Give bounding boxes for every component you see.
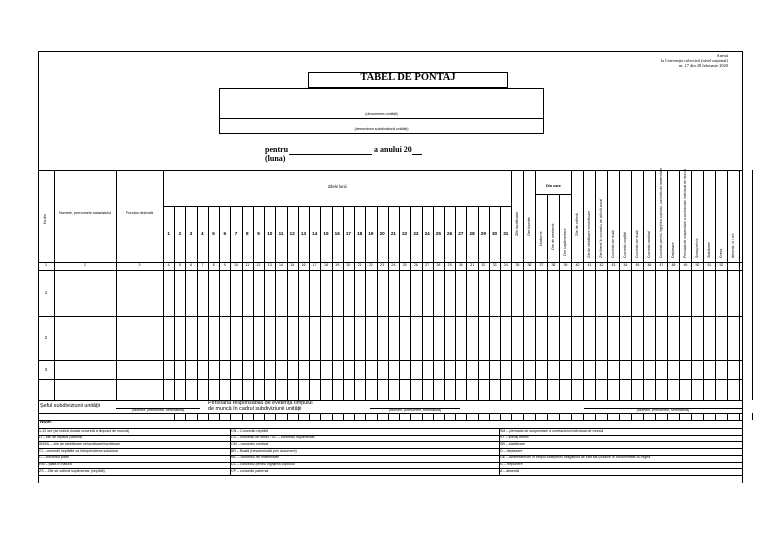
header-right-col-11: Stabilizare [706, 242, 711, 258]
header-night: Nocturne [538, 231, 543, 246]
column-number-42: 42 [599, 263, 604, 267]
signature-tick-33 [500, 413, 501, 420]
column-line-37 [547, 194, 548, 400]
column-number-12: 12 [256, 263, 261, 267]
page-title: TABEL DE PONTAJ [360, 72, 456, 83]
day-number-24: 24 [424, 231, 430, 236]
signature-tick-11 [253, 413, 254, 420]
column-line-46 [655, 170, 656, 400]
annex-line-1: Anexă [716, 53, 728, 58]
column-line-40 [583, 170, 584, 400]
day-number-18: 18 [357, 231, 363, 236]
chief-caption: (Numele, prenumele, semnătura) [131, 408, 185, 412]
day-number-26: 26 [447, 231, 453, 236]
signature-tick-23 [388, 413, 389, 420]
signature-tick-30 [466, 413, 467, 420]
column-number-22: 22 [368, 263, 373, 267]
notes-col2-item-7: CP – concediu paternal [231, 468, 269, 473]
column-line-43 [619, 170, 620, 400]
header-right-col-12: Greva [718, 248, 723, 258]
column-number-3: 3 [138, 263, 141, 267]
unit-divider [219, 118, 544, 119]
day-number-25: 25 [435, 231, 441, 236]
header-right-col-5: Concediu de studii [634, 230, 639, 258]
header-right-col-1: Zile de sărbătoare nelucrătoare [586, 210, 591, 258]
header-weekend: Ore de weekend [550, 223, 555, 250]
column-line-42 [607, 170, 608, 400]
column-number-31: 31 [470, 263, 475, 267]
day-number-17: 17 [345, 231, 351, 236]
column-number-16: 16 [301, 263, 306, 267]
responsible-caption: (Numele, prenumele, semnătura) [388, 408, 442, 412]
column-number-9: 9 [223, 263, 226, 267]
notes-title: Note: [40, 420, 53, 425]
responsible-label-2: de muncă în cadrul subdiviziunii unității [208, 406, 302, 412]
column-number-15: 15 [290, 263, 295, 267]
day-number-1: 1 [167, 231, 170, 236]
signature-tick-45 [643, 413, 644, 420]
column-line-50 [703, 170, 704, 400]
annex-line-2: la Convenția colectivă (nivel național) [660, 58, 728, 63]
column-number-2: 2 [84, 263, 86, 267]
header-right-col-3: Concediu de studii [610, 230, 615, 258]
column-number-7: 7 [201, 263, 204, 267]
signature-tick-40 [583, 413, 584, 420]
header-right-col-6: Concediu medical [646, 231, 651, 258]
column-number-45: 45 [635, 263, 640, 267]
signature-tick-41 [595, 413, 596, 420]
row-number-3: 3 [44, 366, 48, 372]
column-line-36 [535, 170, 536, 400]
signature-tick-34 [511, 413, 512, 420]
header-right-col-9: Perioada de suspendare a contractului individual de muncă [682, 169, 687, 258]
notes-col2-item-4: BR – Boală (nesubmisată prin document) [231, 448, 297, 453]
column-number-50: 50 [695, 263, 700, 267]
signature-tick-49 [691, 413, 692, 420]
column-number-27: 27 [425, 263, 430, 267]
notes-col2-item-1: CN – Concediu neplătit [231, 428, 268, 433]
signature-tick-39 [571, 413, 572, 420]
notes-col1-item-1: 1-12 ore (se indică durata concretă a timpului de muncă) [39, 428, 130, 433]
row-number-2: 2 [44, 335, 48, 340]
day-number-5: 5 [212, 231, 215, 236]
signature-tick-7 [208, 413, 209, 420]
column-number-19: 19 [335, 263, 340, 267]
column-number-1: 1 [45, 263, 47, 267]
column-line-41 [595, 170, 596, 400]
day-number-19: 19 [368, 231, 374, 236]
column-line-52 [727, 170, 728, 400]
day-number-15: 15 [323, 231, 329, 236]
row-line-2 [38, 360, 742, 361]
column-number-13: 13 [267, 263, 272, 267]
notes-col3-item-7: A – absență [500, 468, 519, 473]
notes-col1-item-5: C – concediu plătit [39, 455, 69, 460]
column-number-36: 36 [527, 263, 532, 267]
signature-tick-53 [739, 413, 740, 420]
column-number-4: 4 [167, 263, 170, 267]
day-number-9: 9 [257, 231, 260, 236]
notes-col3-item-5: GE – Absentare/cei în timpul îndeplinirii obligațiilor de stat sau publice în conformitate cu legea [500, 455, 651, 460]
column-line-0 [38, 170, 39, 400]
notes-col3-line-2 [499, 441, 742, 442]
day-number-28: 28 [469, 231, 475, 236]
notes-col3-item-1: SM – perioada de suspendare a contractului individual de muncă [500, 428, 604, 433]
column-line-53 [739, 170, 740, 400]
notes-col2-line-6 [230, 468, 499, 469]
signature-bottom-line [38, 413, 742, 414]
days-header-divider [163, 206, 511, 207]
header-right-col-10: Șomaj tehnic [694, 238, 699, 258]
signature-tick-31 [478, 413, 479, 420]
subdivision-caption: (denumirea subdiviziunii unității) [354, 127, 409, 131]
notes-top-line [38, 420, 742, 421]
header-overtime: Ore suplimentare [562, 228, 567, 256]
column-number-33: 33 [492, 263, 497, 267]
signature-tick-21 [365, 413, 366, 420]
column-line-2 [116, 170, 117, 400]
column-number-25: 25 [402, 263, 407, 267]
page-border-top [38, 51, 742, 52]
day-number-14: 14 [312, 231, 318, 236]
unit-caption: (denumirea unității) [365, 112, 398, 116]
signature-tick-25 [410, 413, 411, 420]
third-caption: (Numele, prenumele, semnătura) [636, 408, 690, 412]
notes-col1-item-4: CI – concedii neplătite ca întreprinderea solutuina [39, 448, 118, 453]
grid-line-v [742, 428, 743, 475]
signature-tick-42 [607, 413, 608, 420]
signature-tick-50 [703, 413, 704, 420]
signature-tick-47 [667, 413, 668, 420]
header-right-col-13: Absențe, ct i ore [730, 233, 735, 258]
signature-tick-46 [655, 413, 656, 420]
column-number-14: 14 [279, 263, 283, 267]
column-line-34 [511, 170, 512, 400]
signature-tick-36 [535, 413, 536, 420]
chief-label: Șeful subdiviziunii unității [40, 403, 100, 409]
column-number-24: 24 [391, 263, 396, 267]
signature-tick-15 [298, 413, 299, 420]
signature-tick-52 [727, 413, 728, 420]
day-number-13: 13 [300, 231, 307, 236]
signature-tick-24 [399, 413, 400, 420]
signature-tick-6 [197, 413, 198, 420]
notes-col2-item-3: CM – concediu medical [231, 442, 269, 446]
signature-tick-29 [455, 413, 456, 420]
signature-tick-27 [433, 413, 434, 420]
column-number-32: 32 [481, 263, 486, 267]
notes-col1-item-7: ZS – Zile de odihnă suplimentar (neplătit) [39, 468, 105, 473]
notes-col1-item-2: O – zile de repaus (odihnă) [39, 435, 83, 440]
day-number-3: 3 [189, 231, 193, 236]
column-number-26: 26 [413, 263, 418, 267]
header-nr: Nr.d/o [43, 213, 48, 224]
column-number-23: 23 [380, 263, 385, 267]
annex-line-3: nr. 17 din 28 februarie 2020 [678, 63, 728, 68]
column-number-20: 20 [346, 263, 351, 267]
signature-tick-9 [230, 413, 231, 420]
day-number-10: 10 [267, 231, 273, 236]
header-right-col-8: Deplasare [670, 242, 675, 258]
column-number-40: 40 [575, 263, 580, 267]
notes-col3-item-6: G – Repunere [500, 462, 523, 467]
day-number-30: 30 [492, 231, 498, 236]
notes-col2-line-7 [230, 475, 499, 476]
signature-tick-13 [275, 413, 276, 420]
column-number-17: 17 [312, 263, 317, 267]
header-name: Numele, prenumele salariatului [58, 211, 112, 215]
column-number-38: 38 [551, 263, 556, 267]
day-number-7: 7 [234, 231, 238, 236]
signature-tick-12 [264, 413, 265, 420]
column-number-29: 29 [447, 263, 452, 267]
day-number-4: 4 [201, 231, 204, 236]
responsible-label-1: Persoana responsabilă de evidența timpului [208, 400, 313, 406]
column-line-44 [631, 170, 632, 400]
day-number-20: 20 [379, 231, 385, 236]
notes-col3-line-6 [499, 468, 742, 469]
column-number-5: 5 [178, 263, 181, 267]
signature-tick-54 [752, 413, 753, 420]
notes-col3-line-5 [499, 462, 742, 463]
signature-tick-10 [242, 413, 243, 420]
row-line-1 [38, 316, 742, 317]
column-number-11: 11 [245, 263, 250, 267]
column-number-49: 49 [683, 263, 688, 267]
header-right-col-4: Concediu neplătit [622, 231, 627, 258]
column-line-1 [54, 170, 55, 400]
header-right-col-7: Concediu pentru îngrijirea copilului, concediu de maternitate [658, 167, 663, 258]
column-number-37: 37 [539, 263, 544, 267]
column-number-39: 39 [563, 263, 568, 267]
signature-tick-28 [444, 413, 445, 420]
day-number-23: 23 [413, 231, 419, 236]
notes-col2-item-6: CC – concediu pentru îngrijirea copilului [231, 462, 295, 467]
column-number-6: 6 [190, 263, 193, 267]
notes-col3-item-2: ST – șomaj tehnic [500, 435, 529, 440]
day-number-21: 21 [390, 231, 396, 236]
colnum-bottom-line [38, 270, 742, 271]
day-number-2: 2 [178, 231, 182, 236]
column-number-47: 47 [659, 263, 664, 267]
column-line-39 [571, 170, 572, 400]
notes-col2-item-2: CS – concediu de studii / SC – concediu suplimentar [231, 435, 315, 440]
column-number-52: 52 [719, 263, 724, 267]
column-number-30: 30 [458, 263, 463, 267]
signature-tick-18 [332, 413, 333, 420]
signature-tick-16 [309, 413, 310, 420]
header-din-care: Din care [545, 184, 561, 188]
column-line-47 [667, 170, 668, 400]
period-year: a anului 20 [374, 145, 412, 154]
signature-tick-19 [343, 413, 344, 420]
column-number-41: 41 [587, 263, 592, 267]
notes-col2-line-2 [230, 441, 499, 442]
table-top-border [38, 170, 742, 171]
signature-tick-17 [320, 413, 321, 420]
header-days-title: Zilele lunii [327, 184, 347, 189]
day-number-6: 6 [223, 231, 227, 236]
signature-tick-32 [489, 413, 490, 420]
signature-tick-38 [559, 413, 560, 420]
day-number-12: 12 [289, 231, 295, 236]
signature-tick-4 [174, 413, 175, 420]
notes-col1-item-6: RM – plată în natură [39, 462, 72, 467]
notes-col3-item-4: D – deplasare [500, 448, 523, 453]
row-line-3 [38, 379, 742, 380]
day-number-22: 22 [402, 231, 408, 236]
signature-tick-26 [422, 413, 423, 420]
column-line-51 [715, 170, 716, 400]
notes-col3-item-3: SB – stabilizare [500, 442, 525, 446]
column-number-21: 21 [357, 263, 362, 267]
header-hours-worked: Ore lucrate [526, 217, 531, 236]
period-month-caption: (luna) [265, 154, 286, 163]
header-worked-days: Zile lucrătoare [514, 211, 519, 236]
year-blank-line [412, 154, 422, 155]
column-number-48: 48 [671, 263, 676, 267]
column-line-3 [163, 170, 164, 400]
day-number-11: 11 [278, 231, 284, 236]
column-line-49 [691, 170, 692, 400]
signature-tick-20 [354, 413, 355, 420]
day-number-27: 27 [458, 231, 464, 236]
signature-tick-5 [185, 413, 186, 420]
day-number-29: 29 [480, 231, 486, 236]
column-line-35 [523, 170, 524, 400]
row-line-4 [38, 400, 742, 401]
header-right-col-2: Zile libere/ în concediu de odihnă anual [598, 198, 603, 258]
signature-tick-43 [619, 413, 620, 420]
header-rest-days: Zile de odihnă [574, 213, 579, 236]
signature-tick-14 [287, 413, 288, 420]
page-border-right [742, 51, 743, 483]
column-number-44: 44 [623, 263, 628, 267]
signature-tick-37 [547, 413, 548, 420]
period-pentru: pentru [265, 145, 289, 154]
column-number-46: 46 [647, 263, 652, 267]
notes-col1-item-3: SN/NL – zile de sărbătoare nelucrătoare/lucrătoare [39, 442, 120, 446]
column-number-34: 34 [503, 263, 508, 267]
notes-header-line [38, 428, 742, 429]
row-number-1: 1 [44, 290, 48, 295]
day-number-31: 31 [503, 231, 509, 236]
notes-col2-item-5: MC – concediu de maternitate [231, 455, 279, 460]
column-line-38 [559, 194, 560, 400]
day-number-16: 16 [334, 231, 340, 236]
signature-tick-22 [377, 413, 378, 420]
signature-tick-44 [631, 413, 632, 420]
signature-tick-35 [523, 413, 524, 420]
column-number-18: 18 [323, 263, 328, 267]
column-line-54 [752, 170, 753, 400]
column-line-48 [679, 170, 680, 400]
column-number-28: 28 [436, 263, 441, 267]
column-line-45 [643, 170, 644, 400]
signature-tick-51 [715, 413, 716, 420]
column-number-35: 35 [515, 263, 520, 267]
notes-col1-line-7 [38, 475, 230, 476]
column-number-43: 43 [611, 263, 616, 267]
notes-col3-line-1 [499, 435, 742, 436]
month-blank-line [289, 154, 372, 155]
notes-col3-line-7 [499, 475, 742, 476]
notes-col3-line-3 [499, 448, 742, 449]
column-number-10: 10 [234, 263, 239, 267]
day-number-8: 8 [246, 231, 249, 236]
column-number-8: 8 [212, 263, 215, 267]
column-number-51: 51 [707, 263, 712, 267]
signature-tick-8 [219, 413, 220, 420]
din-care-divider [535, 194, 571, 195]
signature-tick-48 [679, 413, 680, 420]
header-function: Funcția deținută [125, 211, 154, 215]
